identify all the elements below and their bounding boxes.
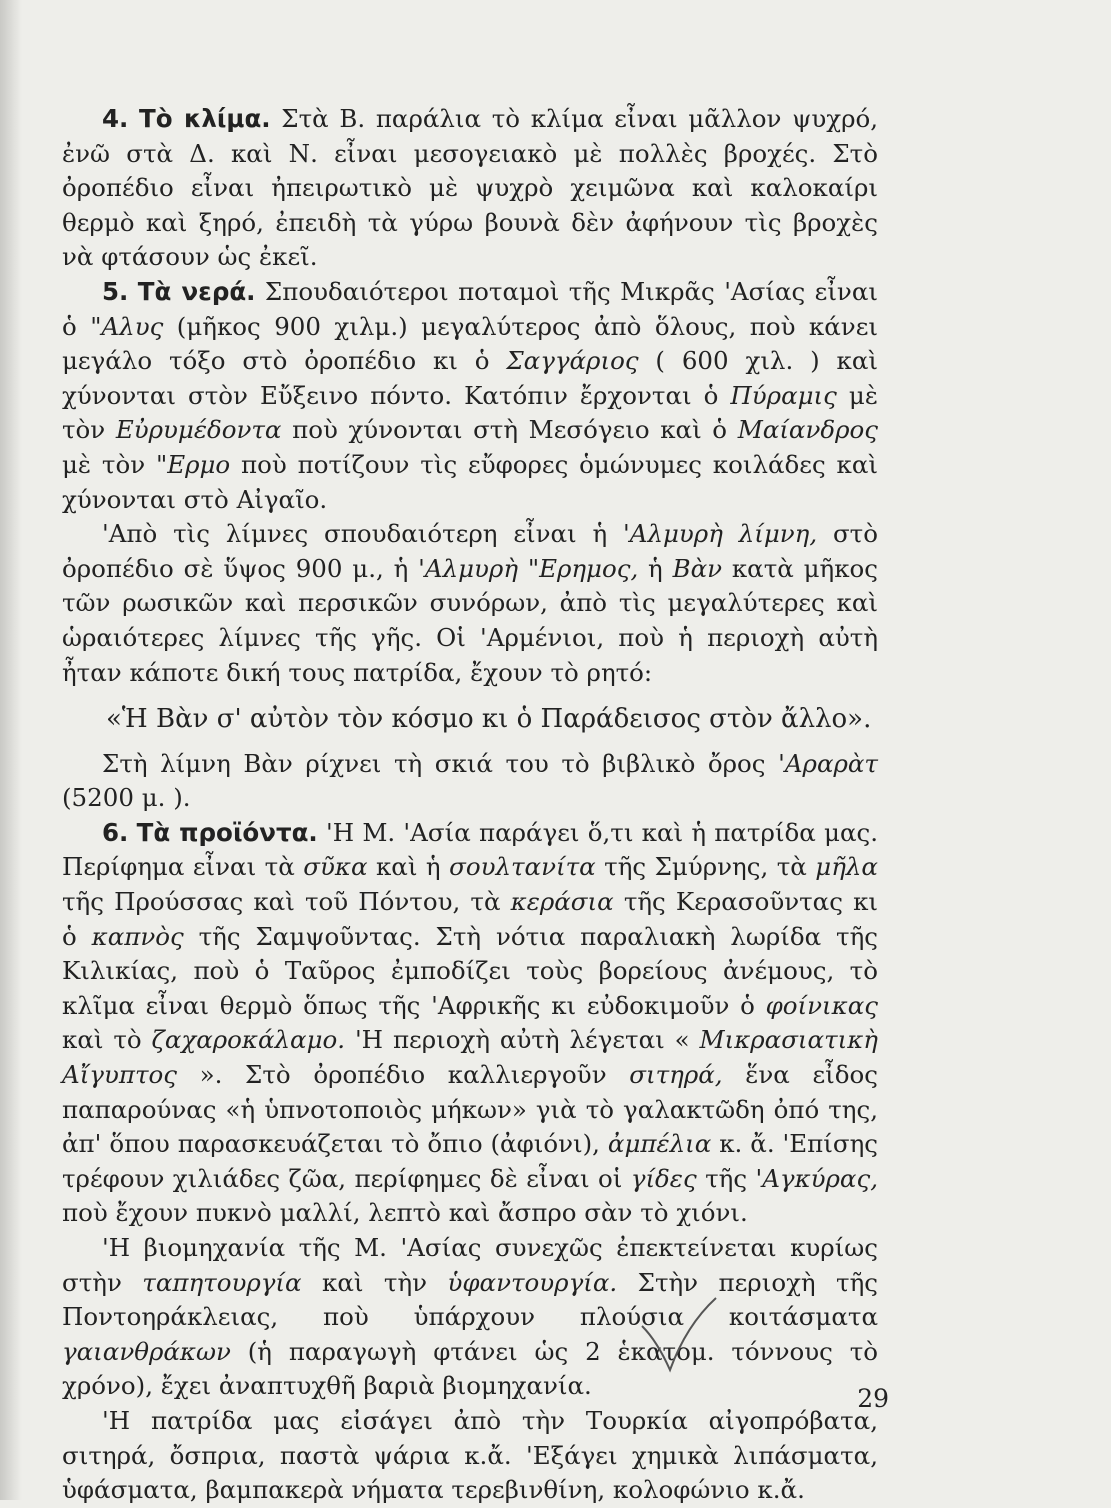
italic-term: ζαχαροκάλαμο. [151, 1025, 346, 1055]
italic-term: γίδες [630, 1163, 697, 1193]
italic-term: "Αλυς [90, 311, 164, 341]
text-run: μὲ τὸν [62, 449, 156, 479]
text-run: τῆς Σμύρνης, τὰ [595, 852, 816, 882]
text-run: 'Η Μ. 'Ασία παράγει ὅ,τι καὶ ἡ πατρίδα μας. Περίφημα εἶναι τὰ [62, 817, 879, 882]
section-heading: Τὰ νερά. [137, 276, 256, 306]
text-run: Στὴν περιοχὴ τῆς Ποντοηράκλειας, ποὺ ὑπάρχουν πλούσια κοιτάσματα [62, 1267, 878, 1332]
text-run: ποὺ ἔχουν πυκνὸ μαλλί, λεπτὸ καὶ ἄσπρο σὰν τὸ χιόνι. [62, 1198, 748, 1228]
italic-term: σουλτανίτα [449, 852, 596, 882]
section-heading: Τὰ προϊόντα. [136, 817, 318, 847]
industry-paragraph [62, 1231, 878, 1404]
pencil-checkmark-icon [638, 1296, 718, 1376]
italic-term: ταπητουργία [142, 1267, 302, 1297]
italic-term: Εὐρυμέδοντα [115, 415, 282, 445]
section-number: 6. [102, 817, 129, 847]
text-run: 'Η βιομηχανία τῆς Μ. 'Ασίας συνεχῶς ἐπεκτείνεται κυρίως στὴν [62, 1233, 878, 1297]
italic-term: Μαίανδρος [737, 415, 878, 445]
section-number: 5. [102, 276, 129, 306]
page-text [62, 102, 878, 1508]
text-run: ( 600 χιλ. ) καὶ χύνονται στὸν Εὔξεινο πόντο. Κατόπιν ἔρχονται ὁ [62, 346, 879, 410]
italic-term: Βὰν [672, 553, 723, 583]
text-run: τῆς Κερασοῦντας κι ὁ [62, 887, 878, 951]
section-number: 4. [102, 104, 129, 133]
italic-term: μῆλα [815, 852, 878, 882]
trade-paragraph: 'Η πατρίδα μας εἰσάγει ἀπὸ τὴν Τουρκία αἰγοπρόβατα, σιτηρά, ὄσπρια, παστὰ ψάρια κ.ἄ. 'Εξάγει χημικὰ λιπάσματα, ὑφάσματα, βαμπακερὰ νήματα τερεβινθίνη, κολοφώνιο κ.ἄ. [62, 1405, 878, 1505]
page-number: 29 [857, 1384, 889, 1413]
text-run: κ. ἄ. 'Επίσης τρέφουν χιλιάδες ζῶα, περίφημες δὲ εἶναι οἱ [62, 1129, 878, 1193]
text-run: τῆς Προύσσας καὶ τοῦ Πόντου, τὰ [62, 887, 511, 917]
text-run: 'Η περιοχὴ αὐτὴ λέγεται « [345, 1025, 700, 1055]
italic-term: κεράσια [510, 887, 614, 917]
text-run: καὶ τὸ [62, 1025, 152, 1055]
text-run: (5200 μ. ). [62, 783, 191, 813]
italic-term: 'Αγκύρας, [755, 1163, 878, 1193]
text-run: Στὴ λίμνη Βὰν ρίχνει τὴ σκιά του τὸ βιβλικὸ ὄρος [102, 748, 779, 778]
italic-term: ἀμπέλια [607, 1129, 712, 1159]
text-run: ». Στὸ ὀροπέδιο καλλιεργοῦν [176, 1060, 630, 1090]
section-heading: Τὸ κλίμα. [139, 104, 271, 133]
italic-term: σιτηρά, [629, 1060, 723, 1090]
italic-term: γαιανθράκων [62, 1336, 231, 1366]
text-run: (μῆκος 900 χιλμ.) μεγαλύτερος ἀπὸ ὅλους, ποὺ κάνει μεγάλο τόξο στὸ ὀροπέδιο κι ὁ [62, 311, 878, 376]
italic-term: Μικρασιατικὴ Αἴγυπτος [62, 1025, 878, 1090]
text-run: μὲ τὸν [62, 380, 878, 445]
italic-term: ὑφαντουργία. [447, 1267, 618, 1297]
text-run: στὸ ὀροπέδιο σὲ ὕψος 900 μ., ἡ [62, 519, 878, 583]
text-run: καὶ τὴν [301, 1267, 448, 1297]
text-run: ἡ [638, 553, 673, 583]
italic-term: σῦκα [303, 852, 368, 882]
text-run: καὶ ἡ [367, 852, 450, 882]
text-run: τῆς [696, 1163, 756, 1193]
text-run: κατὰ μῆκος τῶν ρωσικῶν καὶ περσικῶν συνόρων, ἀπὸ τὶς μεγαλύτερες καὶ ὡραιότερες λίμνες τῆς γῆς. Οἱ 'Αρμένιοι, ποὺ ἡ περιοχὴ αὐτὴ ἦταν κάποτε δική τους πατρίδα, ἔχουν τὸ ρητό: [62, 553, 879, 687]
text-run: τῆς Σαμψοῦντας. Στὴ νότια παραλιακὴ λωρίδα τῆς Κιλικίας, ποὺ ὁ Ταῦρος ἐμποδίζει τοὺς βορείους ἀνέμους, τὸ κλῖμα εἶναι θερμὸ ὅπως τῆς 'Αφρικῆς κι εὐδοκιμοῦν ὁ [62, 921, 878, 1020]
section-climate [62, 102, 878, 275]
italic-term: καπνὸς [91, 921, 184, 951]
text-run: (ἡ παραγωγὴ φτάνει ὡς 2 ἑκατομ. τόννους τὸ χρόνο), ἔχει ἀναπτυχθῆ βαριὰ βιομηχανία. [62, 1336, 878, 1401]
lakes-paragraph [62, 517, 878, 690]
italic-term: "Ερμο [155, 449, 231, 479]
text-run: ποὺ ποτίζουν τὶς εὔφορες ὁμώνυμες κοιλάδες καὶ χύνονται στὸ Αἰγαῖο. [62, 449, 878, 514]
text-run: ποὺ χύνονται στὴ Μεσόγειο καὶ ὁ [281, 415, 738, 445]
text-run: Σπουδαιότεροι ποταμοὶ τῆς Μικρᾶς 'Ασίας εἶναι ὁ [62, 276, 878, 341]
italic-term: 'Αραρὰτ [778, 748, 878, 778]
binding-shadow [0, 0, 22, 1500]
italic-term: Σαγγάριος [506, 346, 639, 376]
italic-term: φοίνικας [765, 990, 878, 1020]
section-waters [62, 275, 878, 517]
italic-term: Πύραμις [730, 380, 837, 410]
section-products [62, 816, 878, 1231]
section-body: Στὰ Β. παράλια τὸ κλίμα εἶναι μᾶλλον ψυχρό, ἐνῶ στὰ Δ. καὶ Ν. εἶναι μεσογειακὸ μὲ πολλὲς βροχές. Στὸ ὀροπέδιο εἶναι ἠπειρωτικὸ μὲ ψυχρὸ χειμῶνα καὶ καλοκαίρι θερμὸ καὶ ξηρό, ἐπειδὴ τὰ γύρω βουνὰ δὲν ἀφήνουν τὶς βροχὲς νὰ φτάσουν ὡς ἐκεῖ. [62, 104, 879, 272]
italic-term: 'Αλμυρὴ λίμνη, [623, 519, 818, 549]
armenian-saying: «Ἡ Βὰν σ' αὐτὸν τὸν κόσμο κι ὁ Παράδεισος στὸν ἄλλο». [106, 704, 872, 735]
text-run: ἕνα εἶδος παπαρούνας «ἡ ὑπνοτοποιὸς μήκων» γιὰ τὸ γαλακτῶδη ὀπό της, ἀπ' ὅπου παρασκευάζεται τὸ ὄπιο (ἀφιόνι), [62, 1060, 878, 1159]
ararat-sentence [62, 747, 878, 816]
text-run: 'Απὸ τὶς λίμνες σπουδαιότερη εἶναι ἡ [102, 519, 624, 549]
italic-term: 'Αλμυρὴ "Ερημος, [418, 553, 639, 583]
